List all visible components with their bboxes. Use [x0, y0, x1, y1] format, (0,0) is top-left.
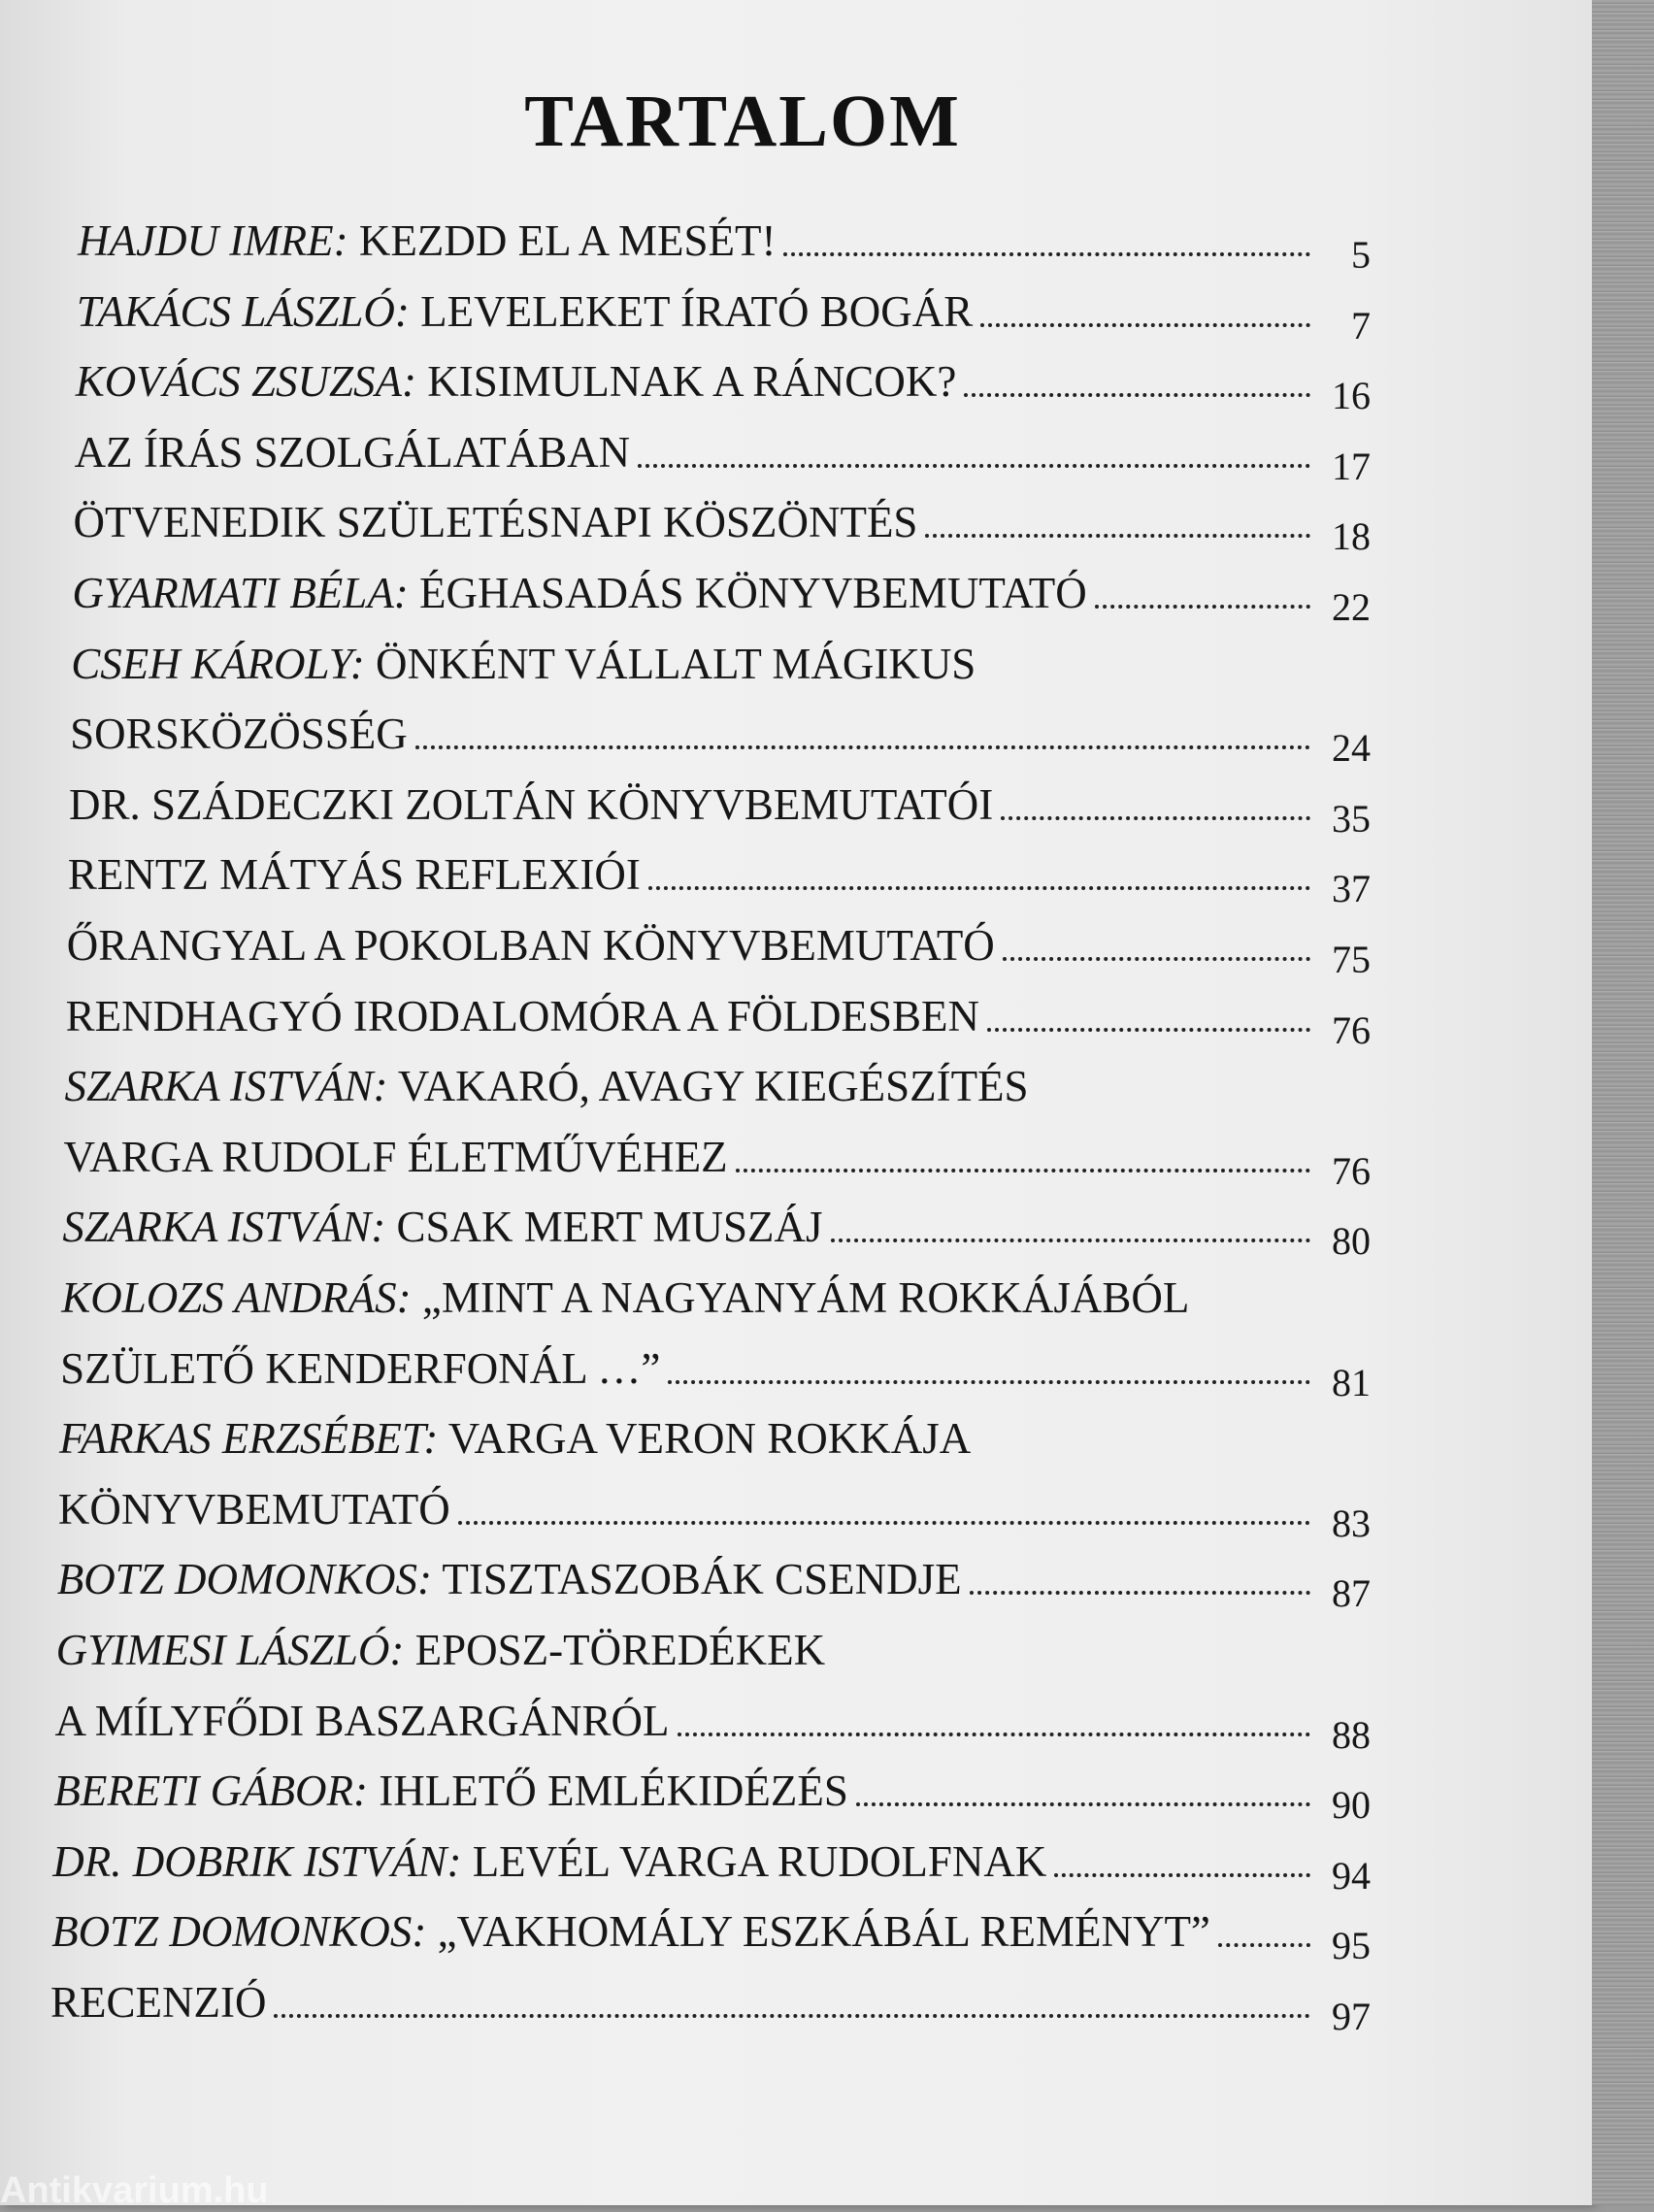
toc-page-number: 87 [1331, 1571, 1371, 1616]
toc-entry [72, 564, 1371, 629]
toc-entry [54, 1692, 1371, 1757]
toc-page-number: 81 [1331, 1360, 1371, 1404]
toc-page-number: 90 [1331, 1783, 1371, 1828]
toc-page-number: 22 [1331, 585, 1371, 629]
toc-title: DR. SZÁDECZKI ZOLTÁN KÖNYVBEMUTATÓI [69, 779, 994, 829]
toc-title: ÉGHASADÁS KÖNYVBEMUTATÓ [408, 569, 1087, 617]
toc-page-number: 83 [1331, 1501, 1371, 1545]
dot-leader [274, 2014, 1310, 2018]
toc-author: CSEH KÁROLY: [71, 639, 365, 688]
toc-page-number: 35 [1331, 796, 1371, 841]
toc-page-number: 80 [1331, 1219, 1371, 1264]
toc-title: IHLETŐ EMLÉKIDÉZÉS [368, 1766, 848, 1816]
toc-entry [56, 1621, 1371, 1675]
toc-title: VARGA VERON ROKKÁJA [438, 1414, 972, 1464]
toc-entry [75, 352, 1371, 418]
toc-entry [65, 987, 1371, 1052]
toc-title: KISIMULNAK A RÁNCOK? [416, 357, 957, 407]
toc-author: BOTZ DOMONKOS: [51, 1907, 427, 1957]
toc-entry [61, 1269, 1371, 1323]
page-edge [1592, 0, 1654, 2205]
dot-leader [458, 1521, 1310, 1525]
toc-entry [76, 282, 1371, 347]
dot-leader [678, 1733, 1310, 1736]
toc-title: LEVÉL VARGA RUDOLFNAK [461, 1836, 1047, 1886]
toc-author: GYIMESI LÁSZLÓ: [55, 1626, 405, 1674]
toc-title: CSAK MERT MUSZÁJ [385, 1203, 823, 1252]
dot-leader [964, 393, 1310, 397]
toc-entry [62, 1198, 1371, 1264]
toc-page-number: 75 [1331, 938, 1371, 981]
dot-leader [1001, 816, 1310, 820]
toc-title: KEZDD EL A MESÉT! [347, 216, 777, 265]
toc-title: RECENZIÓ [50, 1978, 267, 2027]
toc-entry [65, 1057, 1371, 1111]
dot-leader [987, 1028, 1310, 1032]
toc-entry [71, 635, 1371, 689]
dot-leader [736, 1169, 1310, 1172]
dot-leader [638, 464, 1310, 468]
dot-leader [1095, 605, 1310, 609]
toc-page-number: 94 [1331, 1853, 1371, 1898]
toc-page-number: 37 [1331, 867, 1371, 911]
toc-author: SZARKA ISTVÁN: [62, 1203, 386, 1252]
toc-entry [66, 916, 1371, 981]
toc-entry [78, 212, 1371, 277]
toc-title: ÖNKÉNT VÁLLALT MÁGIKUS [364, 639, 976, 688]
dot-leader [970, 1591, 1310, 1595]
dot-leader [668, 1380, 1310, 1384]
toc-entry [63, 1128, 1371, 1193]
dot-leader [925, 534, 1310, 538]
toc-title: KÖNYVBEMUTATÓ [57, 1484, 450, 1534]
toc-title: TISZTASZOBÁK CSENDJE [432, 1555, 962, 1604]
toc-entry [51, 1902, 1371, 1968]
dot-leader [1218, 1943, 1310, 1947]
toc-title: RENTZ MÁTYÁS REFLEXIÓI [67, 850, 641, 900]
toc-author: SZARKA ISTVÁN: [64, 1062, 388, 1111]
toc-entry [59, 1409, 1371, 1464]
toc-entry [57, 1480, 1371, 1545]
toc-page-number: 95 [1331, 1924, 1371, 1968]
toc-author: FARKAS ERZSÉBET: [58, 1414, 439, 1464]
toc-page-number: 17 [1331, 444, 1371, 488]
toc-page-number: 7 [1350, 303, 1371, 347]
toc-title: ÖTVENEDIK SZÜLETÉSNAPI KÖSZÖNTÉS [73, 498, 918, 547]
toc-entry [67, 845, 1371, 911]
toc-entry [70, 705, 1371, 771]
toc-title: LEVELEKET ÍRATÓ BOGÁR [409, 286, 974, 336]
dot-leader [415, 745, 1310, 749]
page-title: TARTALOM [524, 81, 961, 162]
toc-title: A MÍLYFŐDI BASZARGÁNRÓL [54, 1696, 670, 1745]
dot-leader [783, 252, 1310, 256]
toc-page-number: 76 [1331, 1007, 1371, 1052]
toc-page-number: 18 [1331, 514, 1371, 559]
toc-entry [60, 1339, 1371, 1404]
toc-author: TAKÁCS LÁSZLÓ: [76, 286, 410, 336]
toc-author: BOTZ DOMONKOS: [56, 1555, 432, 1604]
dot-leader [831, 1238, 1310, 1242]
toc-page-number: 16 [1331, 374, 1371, 418]
dot-leader [856, 1802, 1310, 1806]
toc-title: „VAKHOMÁLY ESZKÁBÁL REMÉNYT” [426, 1907, 1210, 1957]
toc-page-number: 24 [1331, 726, 1371, 771]
toc-title: RENDHAGYÓ IRODALOMÓRA A FÖLDESBEN [65, 991, 979, 1040]
toc-entry [53, 1762, 1371, 1828]
toc-entry [50, 1973, 1371, 2038]
toc-author: GYARMATI BÉLA: [72, 569, 409, 617]
toc-author: KOLOZS ANDRÁS: [61, 1273, 412, 1322]
toc-title: VARGA RUDOLF ÉLETMŰVÉHEZ [63, 1132, 728, 1181]
toc-title: AZ ÍRÁS SZOLGÁLATÁBAN [74, 427, 631, 477]
toc-title: „MINT A NAGYANYÁM ROKKÁJÁBÓL [411, 1273, 1190, 1322]
dot-leader [980, 323, 1310, 327]
toc-author: BERETI GÁBOR: [53, 1766, 369, 1816]
toc-page-number: 88 [1331, 1712, 1371, 1757]
toc-page-number: 5 [1351, 233, 1371, 277]
toc-entry [52, 1832, 1371, 1898]
toc-author: DR. DOBRIK ISTVÁN: [52, 1836, 462, 1886]
toc-title: SZÜLETŐ KENDERFONÁL …” [60, 1343, 661, 1393]
toc-author: HAJDU IMRE: [78, 216, 348, 265]
toc-page-number: 97 [1332, 1995, 1371, 2038]
dot-leader [1054, 1873, 1310, 1877]
dot-leader [1003, 957, 1310, 961]
toc-page-number: 76 [1331, 1148, 1371, 1193]
toc-title: ŐRANGYAL A POKOLBAN KÖNYVBEMUTATÓ [66, 921, 995, 970]
toc-author: KOVÁCS ZSUZSA: [75, 357, 417, 407]
toc-entry [56, 1550, 1371, 1616]
toc-entry [69, 776, 1371, 841]
watermark: Antikvarium.hu [0, 2170, 269, 2211]
toc-entry [74, 423, 1371, 488]
toc-title: EPOSZ-TÖREDÉKEK [404, 1626, 826, 1674]
toc-title: SORSKÖZÖSSÉG [70, 710, 408, 759]
toc-entry [73, 493, 1371, 559]
dot-leader [648, 886, 1310, 890]
toc-title: VAKARÓ, AVAGY KIEGÉSZÍTÉS [387, 1062, 1029, 1111]
